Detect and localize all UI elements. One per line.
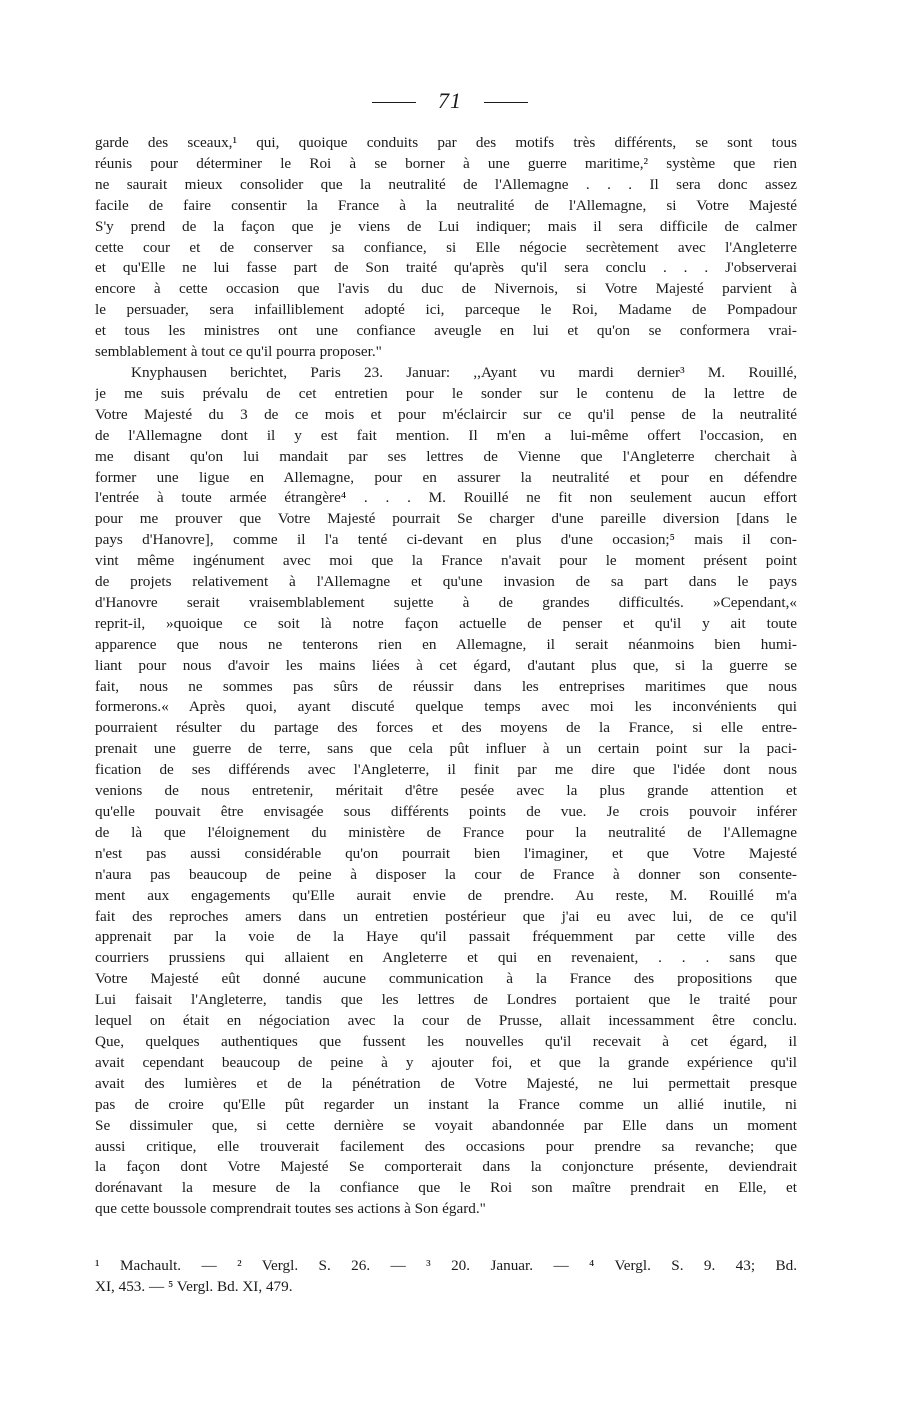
paragraph-1-line: réunis pour déterminer le Roi à se borner à une guerre maritime,² système que rien (95, 154, 797, 172)
paragraph-2-line: aussi critique, elle trouverait facilement des occasions pour prendre sa revanche; que (95, 1137, 797, 1155)
paragraph-1-line: garde des sceaux,¹ qui, quoique conduits par des motifs très différents, se sont tous (95, 134, 797, 151)
paragraph-2-line: n'est pas aussi considérable qu'on pourrait bien l'imaginer, et que Votre Majesté (95, 844, 797, 862)
paragraph-2-line: d'Hanovre serait vraisemblablement sujette à de grandes difficultés. »Cependant,« (95, 593, 797, 611)
paragraph-2-line: dorénavant la mesure de la confiance que le Roi son maître prendrait en Elle, et (95, 1179, 797, 1197)
paragraph-2-line: courriers prussiens qui allaient en Angleterre et qui en revenaient, . . . sans que (95, 949, 797, 967)
paragraph-2 (95, 363, 797, 1220)
paragraph-2-line: Que, quelques authentiques que fussent les nouvelles qu'il recevait à cet égard, il (95, 1032, 797, 1050)
paragraph-2-line: formerons.« Après quoi, ayant discuté quelque temps avec moi les inconvénients qui (95, 698, 797, 716)
paragraph-2-line: Lui faisait l'Angleterre, tandis que les lettres de Londres portaient que le traité pour (95, 991, 797, 1009)
paragraph-2-line: pour me prouver que Votre Majesté pourrait Se charger d'une pareille diversion [dans le (95, 510, 797, 528)
paragraph-1 (95, 133, 797, 363)
footnote-line: ¹ Machault. — ² Vergl. S. 26. — ³ 20. Januar. — ⁴ Vergl. S. 9. 43; Bd. (95, 1257, 797, 1275)
paragraph-2-line: de l'Allemagne dont il y est fait mention. Il m'en a lui-même offert l'occasion, en (95, 426, 797, 444)
footnotes (95, 1240, 797, 1312)
paragraph-2-line: apprenait par la voie de la Haye qu'il passait fréquemment par cette ville des (95, 928, 797, 946)
paragraph-2-line: je me suis prévalu de cet entretien pour le sonder sur le contenu de la lettre de (95, 384, 797, 402)
paragraph-2-line: de projets relativement à l'Allemagne et qu'une invasion de sa part dans le pays (95, 573, 797, 591)
paragraph-2-line: prenait une guerre de terre, sans que cela pût influer à un certain point sur la paci- (95, 740, 797, 758)
paragraph-2-line: l'entrée à toute armée étrangère⁴ . . . M. Rouillé ne fit non seulement aucun effort (95, 489, 797, 507)
paragraph-2-line: pourraient résulter du partage des forces et des moyens de la France, si elle entre- (95, 719, 797, 737)
paragraph-2-line: me disant qu'on lui mandait par ses lettres de Vienne que l'Angleterre cherchait à (95, 447, 797, 465)
paragraph-2-line: Se dissimuler que, si cette dernière se voyait abandonnée par Elle dans un moment (95, 1116, 797, 1134)
header-rule-right (484, 102, 528, 103)
paragraph-1-line: et qu'Elle ne lui fasse part de Son traité qu'après qu'il sera conclu . . . J'observerai (95, 259, 797, 277)
paragraph-2-line: former une ligue en Allemagne, pour en assurer la neutralité et pour en défendre (95, 468, 797, 486)
page-header (0, 88, 900, 114)
paragraph-2-line: qu'elle pouvait être envisagée sous différents points de vue. Je crois pouvoir inférer (95, 803, 797, 820)
body-text (95, 133, 797, 1220)
paragraph-1-line: facile de faire consentir la France à la neutralité de l'Allemagne, si Votre Majesté (95, 196, 797, 214)
paragraph-1-line: S'y prend de la façon que je viens de Lui indiquer; mais il sera difficile de calmer (95, 217, 797, 235)
paragraph-2-line: Knyphausen berichtet, Paris 23. Januar: ,,Ayant vu mardi dernier³ M. Rouillé, (131, 363, 797, 381)
paragraph-2-line: ment aux engagements qu'Elle aurait envie de prendre. Au reste, M. Rouillé m'a (95, 886, 797, 904)
paragraph-2-line: que cette boussole comprendrait toutes ses actions à Son égard." (95, 1200, 486, 1218)
paragraph-2-line: vint même ingénument avec moi que la France n'avait pour le moment présent point (95, 552, 797, 570)
paragraph-2-line: apparence que nous ne tenterons rien en Allemagne, il serait néanmoins bien humi- (95, 635, 797, 653)
paragraph-2-line: fait, nous ne sommes pas sûrs de réussir dans les entreprises maritimes que nous (95, 677, 797, 695)
footnote-line: XI, 453. — ⁵ Vergl. Bd. XI, 479. (95, 1278, 293, 1296)
paragraph-1-line: et tous les ministres ont une confiance aveugle en lui et qu'on se conformera vrai- (95, 322, 797, 340)
paragraph-2-line: lequel on était en négociation avec la cour de Prusse, allait incessamment être conclu. (95, 1012, 797, 1030)
paragraph-1-line: le persuader, sera infailliblement adopté ici, parceque le Roi, Madame de Pompadour (95, 301, 797, 319)
paragraph-2-line: pas de croire qu'Elle pût regarder un instant la France comme un allié inutile, ni (95, 1095, 797, 1113)
header-rule-left (372, 102, 416, 103)
paragraph-2-line: reprit-il, »quoique ce soit là notre façon actuelle de penser et qu'il y ait toute (95, 614, 797, 632)
paragraph-2-line: avait cependant beaucoup de peine à y ajouter foi, et que la grande expérience qu'il (95, 1053, 797, 1071)
paragraph-2-line: fication de ses différends avec l'Angleterre, il finit par me dire que l'idée dont nous (95, 761, 797, 779)
footnote-block (95, 1255, 797, 1297)
paragraph-2-line: la façon dont Votre Majesté Se comporterait dans la conjoncture présente, deviendrait (95, 1158, 797, 1176)
paragraph-2-line: Votre Majesté du 3 de ce mois et pour m'éclaircir sur ce qu'il pense de la neutralité (95, 405, 797, 423)
paragraph-1-line: encore à cette occasion que l'avis du duc de Nivernois, si Votre Majesté parvient à (95, 280, 797, 298)
paragraph-2-line: fait des reproches amers dans un entretien postérieur que j'ai eu avec lui, de ce qu'il (95, 907, 797, 925)
paragraph-2-line: n'aura pas beaucoup de peine à disposer la cour de France à donner son consente- (95, 865, 797, 883)
paragraph-2-line: liant pour nous d'avoir les mains liées à cet égard, d'autant plus que, si la guerre se (95, 656, 797, 674)
paragraph-2-line: pays d'Hanovre], comme il l'a tenté ci-devant en plus d'une occasion;⁵ mais il con- (95, 531, 797, 549)
paragraph-1-line: ne saurait mieux consolider que la neutralité de l'Allemagne . . . Il sera donc assez (95, 175, 797, 193)
paragraph-2-line: Votre Majesté eût donné aucune communication à la France des propositions que (95, 970, 797, 988)
paragraph-2-line: de là que l'éloignement du ministère de France pour la neutralité de l'Allemagne (95, 823, 797, 841)
paragraph-1-line: semblablement à tout ce qu'il pourra proposer." (95, 343, 382, 361)
paragraph-2-line: avait des lumières et de la pénétration de Votre Majesté, ne lui permettait presque (95, 1074, 797, 1092)
paragraph-2-line: venions de nous entretenir, méritait d'être pesée avec la plus grande attention et (95, 782, 797, 800)
paragraph-1-line: cette cour et de conserver sa confiance, si Elle négocie secrètement avec l'Angleterre (95, 238, 797, 256)
page-number: 71 (438, 88, 462, 113)
